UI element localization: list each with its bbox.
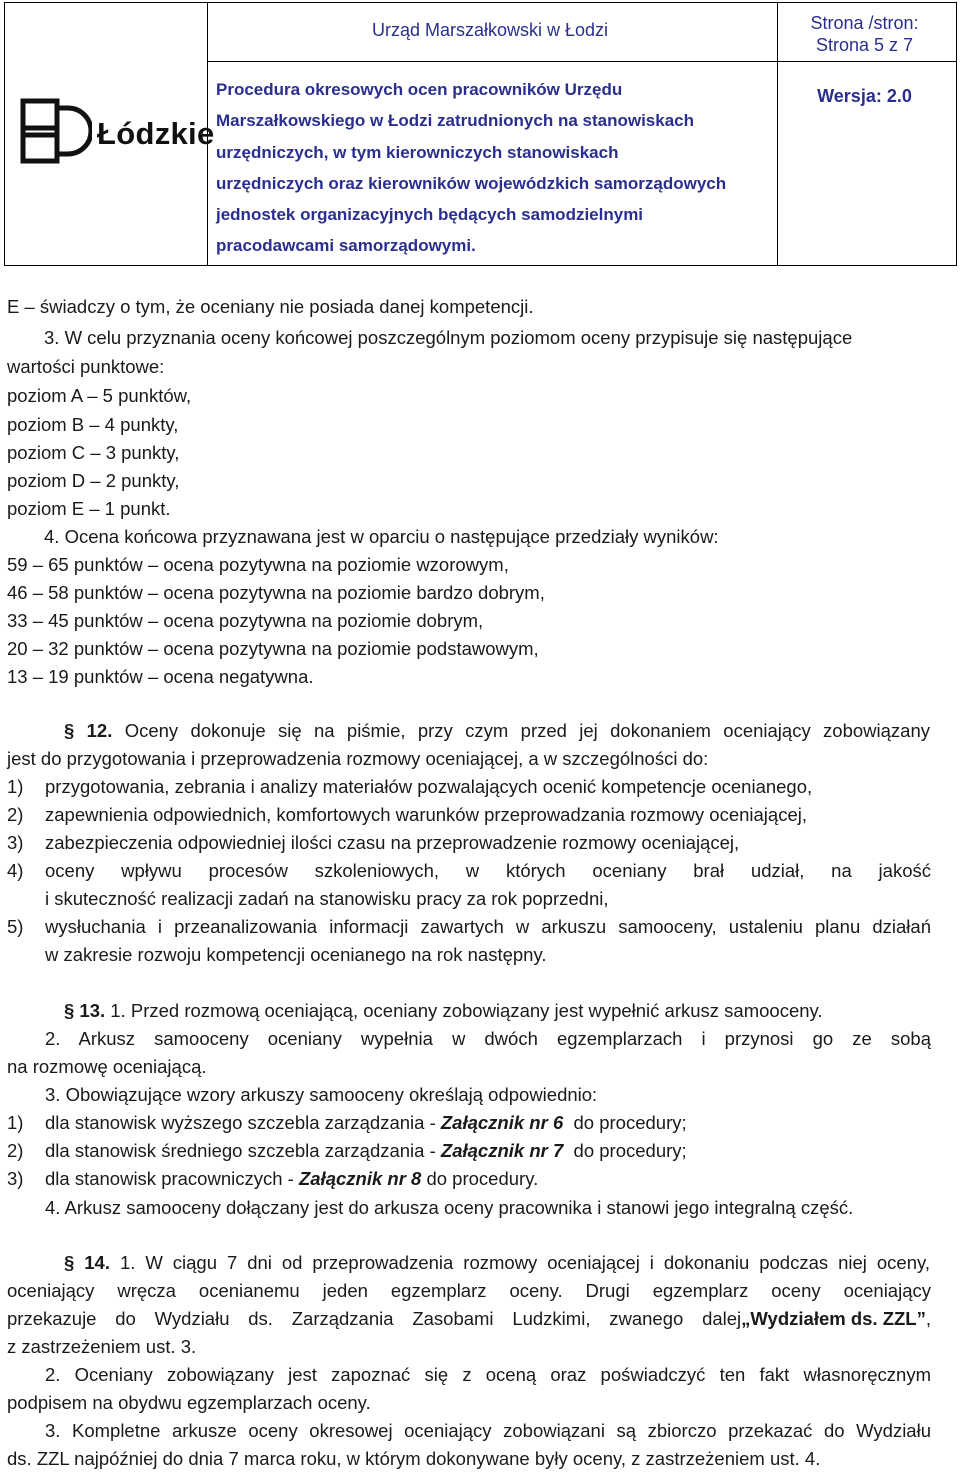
paragraph-line: 4. Ocena końcowa przyznawana jest w oparciu o następujące przedziały wyników: <box>44 526 719 547</box>
list-number: 5) <box>7 916 24 937</box>
list-number: 1) <box>7 776 24 797</box>
page-number: Strona 5 z 7 <box>815 35 914 55</box>
procedure-title <box>216 74 772 262</box>
list-text: oceny wpływu procesów szkoleniowych, w których oceniany brał udział, na jakość <box>45 860 931 881</box>
paragraph-line: wartości punktowe: <box>7 356 165 377</box>
section-text: 1. W ciągu 7 dni od przeprowadzenia rozmowy oceniającej i dokonaniu podczas niej oceny, <box>119 1252 930 1273</box>
range-item: 20 – 32 punktów – ocena pozytywna na poziomie podstawowym, <box>7 638 539 659</box>
list-text: do procedury; <box>563 1112 687 1133</box>
procedure-title-line: Procedura okresowych ocen pracowników Urzędu <box>216 80 623 99</box>
section-12-intro <box>64 718 930 744</box>
list-text: dla stanowisk średniego szczebla zarządzania - <box>45 1140 441 1161</box>
range-item: 46 – 58 punktów – ocena pozytywna na poziomie bardzo dobrym, <box>7 582 545 603</box>
level-item: poziom C – 3 punkty, <box>7 442 180 463</box>
range-item: 13 – 19 punktów – ocena negatywna. <box>7 666 314 687</box>
list-number: 2) <box>7 804 24 825</box>
section-text: 1. Przed rozmową oceniającą, oceniany zobowiązany jest wypełnić arkusz samooceny. <box>110 1000 823 1021</box>
level-item: poziom D – 2 punkty, <box>7 470 180 491</box>
list-item-continuation: i skuteczność realizacji zadań na stanowisku pracy za rok poprzedni, <box>45 888 609 909</box>
level-item: poziom A – 5 punktów, <box>7 385 192 406</box>
section-13-intro <box>64 998 960 1024</box>
paragraph-text: przekazuje do Wydziału ds. Zarządzania Zasobami Ludzkimi, zwanego dalej <box>7 1308 742 1329</box>
paragraph-line: oceniający wręcza ocenianemu jeden egzemplarz oceny. Drugi egzemplarz oceny oceniający <box>7 1280 931 1301</box>
office-name: Urząd Marszałkowski w Łodzi <box>371 20 609 40</box>
paragraph-line: 2. Arkusz samooceny oceniany wypełnia w dwóch egzemplarzach i przynosi go ze sobą <box>45 1028 931 1049</box>
list-item <box>7 802 931 828</box>
paragraph-line: podpisem na obydwu egzemplarzach oceny. <box>7 1392 371 1413</box>
header-divider <box>208 61 956 62</box>
list-item <box>7 830 931 856</box>
procedure-title-line: pracodawcami samorządowymi. <box>216 236 476 256</box>
list-number: 3) <box>7 832 24 853</box>
paragraph-line: 4. Arkusz samooceny dołączany jest do arkusza oceny pracownika i stanowi jego integralną część. <box>45 1197 854 1218</box>
paragraph-line: ds. ZZL najpóźniej do dnia 7 marca roku, w którym dokonywane były oceny, z zastrzeżeniem ust. 4. <box>7 1448 821 1469</box>
paragraph-line: na rozmowę oceniającą. <box>7 1056 207 1077</box>
procedure-title-line: urzędniczych, w tym kierowniczych stanowiskach <box>216 142 619 162</box>
defined-term: „Wydziałem ds. ZZL” <box>741 1308 926 1329</box>
list-text: przygotowania, zebrania i analizy materiałów pozwalających ocenić kompetencje ocenianego, <box>45 776 813 797</box>
list-text: do procedury. <box>421 1168 539 1189</box>
logo-text: Łódzkie <box>97 116 215 151</box>
range-item: 33 – 45 punktów – ocena pozytywna na poziomie dobrym, <box>7 610 484 631</box>
list-number: 1) <box>7 1112 24 1133</box>
lodzkie-logo-icon <box>20 98 92 169</box>
paragraph-line: 3. Obowiązujące wzory arkuszy samooceny określają odpowiednio: <box>45 1084 598 1105</box>
section-number: § 13. <box>64 1000 106 1021</box>
attachment-reference: Załącznik nr 8 <box>298 1168 422 1189</box>
paragraph-text: , <box>925 1308 931 1329</box>
procedure-title-line: Marszałkowskiego w Łodzi zatrudnionych na stanowiskach <box>216 111 694 131</box>
section-text: Oceny dokonuje się na piśmie, przy czym przed jej dokonaniem oceniający zobowiązany <box>124 720 930 741</box>
list-item <box>7 914 931 940</box>
attachment-reference: Załącznik nr 7 <box>440 1140 564 1161</box>
list-item-continuation: w zakresie rozwoju kompetencji ocenianego na rok następny. <box>45 944 547 965</box>
list-text: zabezpieczenia odpowiedniej ilości czasu na przeprowadzenie rozmowy oceniającej, <box>45 832 740 853</box>
list-text: do procedury; <box>563 1140 687 1161</box>
section-14-intro <box>64 1250 930 1276</box>
list-item <box>7 774 931 800</box>
level-item: poziom E – 1 punkt. <box>7 498 171 519</box>
list-number: 4) <box>7 860 24 881</box>
list-item <box>7 1138 931 1164</box>
procedure-title-line: urzędniczych oraz kierowników wojewódzkich samorządowych <box>216 173 727 193</box>
paragraph-line: E – świadczy o tym, że oceniany nie posiada danej kompetencji. <box>7 296 534 317</box>
section-number: § 14. <box>64 1252 110 1273</box>
range-item: 59 – 65 punktów – ocena pozytywna na poziomie wzorowym, <box>7 554 509 575</box>
paragraph-line: z zastrzeżeniem ust. 3. <box>7 1336 197 1357</box>
list-text: dla stanowisk pracowniczych - <box>45 1168 299 1189</box>
level-item: poziom B – 4 punkty, <box>7 414 179 435</box>
list-text: dla stanowisk wyższego szczebla zarządzania - <box>45 1112 441 1133</box>
paragraph-line: 2. Oceniany zobowiązany jest zapoznać się z oceną oraz poświadczyć ten fakt własnoręcznym <box>45 1364 931 1385</box>
paragraph-line: 3. Kompletne arkusze oceny okresowej oceniający zobowiązani są zbiorczo przekazać do Wydziału <box>45 1420 931 1441</box>
list-item <box>7 1166 931 1192</box>
list-item <box>7 1110 931 1136</box>
section-number: § 12. <box>64 720 113 741</box>
paragraph-line: 3. W celu przyznania oceny końcowej poszczególnym poziomom oceny przypisuje się następujące <box>44 327 853 348</box>
list-text: zapewnienia odpowiednich, komfortowych warunków przeprowadzania rozmowy oceniającej, <box>45 804 807 825</box>
list-text: wysłuchania i przeanalizowania informacji zawartych w arkuszu samooceny, ustaleniu planu działań <box>45 916 931 937</box>
page-indicator <box>776 12 953 56</box>
attachment-reference: Załącznik nr 6 <box>440 1112 564 1133</box>
paragraph-line <box>7 1306 931 1332</box>
list-item <box>7 858 931 884</box>
paragraph-line: jest do przygotowania i przeprowadzenia rozmowy oceniającej, a w szczególności do: <box>7 748 709 769</box>
page-label: Strona /stron: <box>810 13 919 33</box>
list-number: 2) <box>7 1140 24 1161</box>
list-number: 3) <box>7 1168 24 1189</box>
procedure-title-line: jednostek organizacyjnych będących samodzielnymi <box>216 205 644 225</box>
version-label: Wersja: 2.0 <box>817 86 912 106</box>
